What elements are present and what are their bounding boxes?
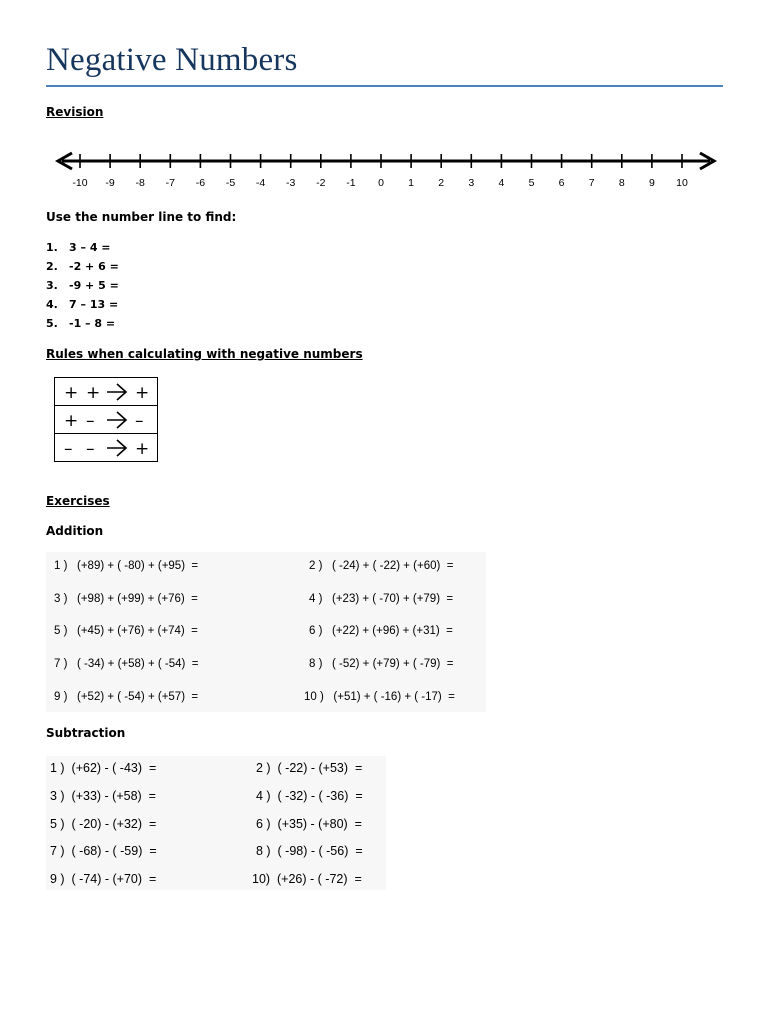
addition-exercise: 8 ) ( -52) + (+79) + ( -79) = [309,658,454,670]
question-expression: 3 – 4 = [69,241,111,254]
table-row [55,434,158,462]
subtraction-exercise: 6 ) (+35) - (+80) = [256,817,362,831]
question-expression: -2 + 6 = [69,260,119,273]
number-line-label: 1 [408,177,415,189]
number-line-label: 9 [648,177,655,189]
rule-result: + [135,439,150,459]
subtraction-exercise: 8 ) ( -98) - ( -56) = [256,844,363,858]
number-line-label: -8 [135,177,145,189]
subtraction-exercise: 5 ) ( -20) - (+32) = [50,817,157,831]
addition-exercise: 2 ) ( -24) + ( -22) + (+60) = [309,560,454,572]
question-number: 1. [46,241,58,254]
list-item [46,279,119,298]
number-line-label: 5 [528,177,535,189]
addition-heading: Addition [46,524,104,538]
question-expression: -9 + 5 = [69,279,119,292]
list-item [46,317,119,336]
question-number: 3. [46,279,58,292]
rule-result: + [135,383,150,403]
subtraction-exercise: 4 ) ( -32) - ( -36) = [256,789,363,803]
rule-sign: – [86,411,95,431]
addition-exercise: 3 ) (+98) + (+99) + (+76) = [54,593,198,605]
number-line-label: -6 [195,177,206,189]
subtraction-exercise: 2 ) ( -22) - (+53) = [256,761,363,775]
addition-exercise: 10 ) (+51) + ( -16) + ( -17) = [304,691,455,703]
addition-exercise: 7 ) ( -34) + (+58) + ( -54) = [54,658,199,670]
rule-sign: + [64,411,79,431]
table-row [55,378,158,406]
subtraction-exercise: 9 ) ( -74) - (+70) = [50,872,157,886]
question-expression: -1 – 8 = [69,317,116,330]
number-line-label: 4 [498,177,505,189]
rule-sign: + [64,383,79,403]
number-line-label: -7 [165,177,175,189]
arrow-right-icon [107,440,126,456]
arrow-right-icon [107,384,126,400]
table-row [55,406,158,434]
number-line-label: 3 [468,177,475,189]
number-line-label: 0 [378,177,384,189]
question-number: 5. [46,317,58,330]
exercises-heading: Exercises [46,494,110,508]
number-line-label: 10 [676,177,688,189]
addition-exercise: 1 ) (+89) + ( -80) + (+95) = [54,560,199,572]
number-line-label: -3 [286,177,296,189]
number-line-label: -2 [316,177,326,189]
rules-heading: Rules when calculating with negative numbers [46,347,363,361]
rule-result: – [135,411,144,431]
question-number: 4. [46,298,58,311]
subtraction-heading: Subtraction [46,726,126,740]
list-item [46,241,119,260]
subtraction-exercise: 10) (+26) - ( -72) = [252,872,362,886]
addition-exercise: 5 ) (+45) + (+76) + (+74) = [54,625,198,637]
number-line-label: -9 [105,177,115,189]
question-list [46,241,119,336]
number-line-label: -10 [72,177,88,189]
subtraction-exercise: 1 ) (+62) - ( -43) = [50,761,157,775]
revision-heading: Revision [46,105,104,119]
number-line-label: -1 [346,177,356,189]
list-item [46,298,119,317]
sign-rules-table [54,377,158,462]
addition-exercise: 4 ) (+23) + ( -70) + (+79) = [309,593,454,605]
subtraction-exercise: 3 ) (+33) - (+58) = [50,789,156,803]
number-line-label: -5 [225,177,236,189]
number-line-label: -4 [255,177,266,189]
page-title: Negative Numbers [46,42,298,78]
rule-sign: + [86,383,101,403]
number-line [50,140,724,196]
addition-exercise: 9 ) (+52) + ( -54) + (+57) = [54,691,199,703]
question-expression: 7 – 13 = [69,298,119,311]
question-number: 2. [46,260,58,273]
number-line-label: 2 [438,177,445,189]
rule-sign: – [86,439,95,459]
number-line-label: 6 [558,177,565,189]
subtraction-exercise: 7 ) ( -68) - ( -59) = [50,844,157,858]
rule-sign: – [64,439,73,459]
number-line-label: 7 [588,177,595,189]
addition-exercise: 6 ) (+22) + (+96) + (+31) = [309,625,453,637]
number-line-label: 8 [618,177,625,189]
title-underline [46,85,723,87]
instruction-text: Use the number line to find: [46,210,237,224]
list-item [46,260,119,279]
arrow-right-icon [107,412,126,428]
